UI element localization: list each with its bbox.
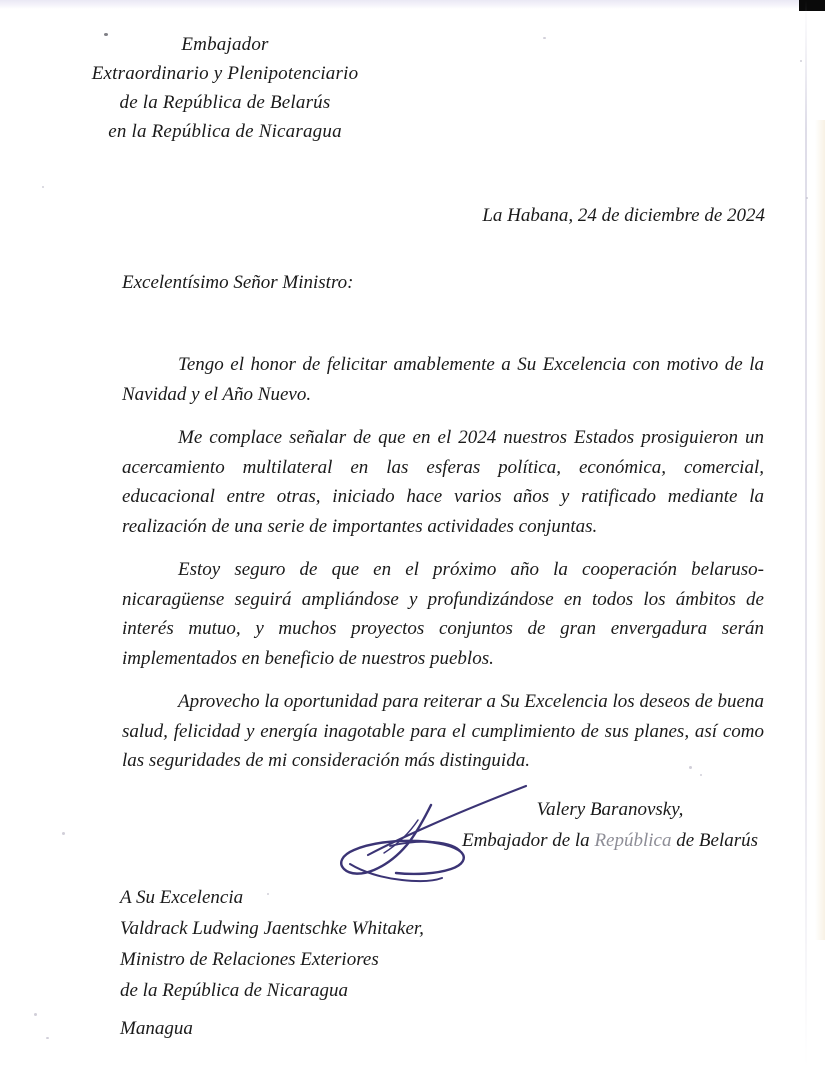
body-paragraph-1: Tengo el honor de felicitar amablemente a Su Excelencia con motivo de la Navidad y el Año Nuevo. (122, 354, 764, 405)
scan-speck (62, 832, 65, 835)
letterhead-line-1: Embajador (181, 34, 269, 55)
salutation: Excelentísimo Señor Ministro: (122, 272, 354, 293)
signer-name: Valery Baranovsky, (536, 799, 684, 820)
letterhead-line-3: de la República de Belarús (119, 92, 331, 113)
addressee-block (120, 882, 424, 1006)
addressee-line-1: A Su Excelencia (120, 887, 244, 908)
signature-text (440, 794, 780, 856)
scan-speck (543, 37, 546, 39)
scan-corner-black-artifact (799, 0, 825, 11)
signer-title-suffix: de Belarús (671, 830, 759, 851)
letterhead-line-2: Extraordinario y Plenipotenciario (91, 63, 359, 84)
signer-title-faded: República (594, 830, 672, 851)
letterhead-line-4: en la República de Nicaragua (108, 121, 342, 142)
scan-right-edge-artifact (805, 0, 807, 1068)
scan-speck (800, 60, 802, 62)
scan-speck (46, 1037, 49, 1039)
signer-title (440, 825, 780, 856)
signature-block (330, 780, 780, 890)
body-paragraph-2: Me complace señalar de que en el 2024 nuestros Estados prosiguieron un acercamiento multilateral en las esferas política, económica, comercial, educacional entre otras, iniciado hace varios años y ratificado mediante la realización de una serie de importantes actividades conjuntas. (122, 427, 764, 537)
addressee-line-2: Valdrack Ludwing Jaentschke Whitaker, (120, 918, 424, 939)
body-paragraph-4: Aprovecho la oportunidad para reiterar a Su Excelencia los deseos de buena salud, felicidad y energía inagotable para el cumplimiento de sus planes, así como las seguridades de mi consideración más distinguida. (122, 691, 764, 771)
scan-speck (42, 186, 44, 188)
letterhead-block (60, 30, 390, 146)
scan-speck (806, 197, 808, 199)
addressee-line-3: Ministro de Relaciones Exteriores (120, 949, 379, 970)
city-line: Managua (120, 1018, 193, 1039)
body-paragraph-3: Estoy seguro de que en el próximo año la cooperación belaruso-nicaragüense seguirá ampliándose y profundizándose en todos los ámbitos de interés mutuo, y muchos proyectos conjuntos de gran envergadura serán implementados en beneficio de nuestros pueblos. (122, 559, 764, 669)
scan-right-warm-artifact (815, 120, 825, 940)
scan-top-band-artifact (0, 0, 825, 9)
scan-speck (34, 1013, 37, 1016)
letter-body (122, 350, 764, 776)
date-line: La Habana, 24 de diciembre de 2024 (482, 205, 765, 226)
signer-title-prefix: Embajador de la (461, 830, 595, 851)
addressee-line-4: de la República de Nicaragua (120, 980, 348, 1001)
